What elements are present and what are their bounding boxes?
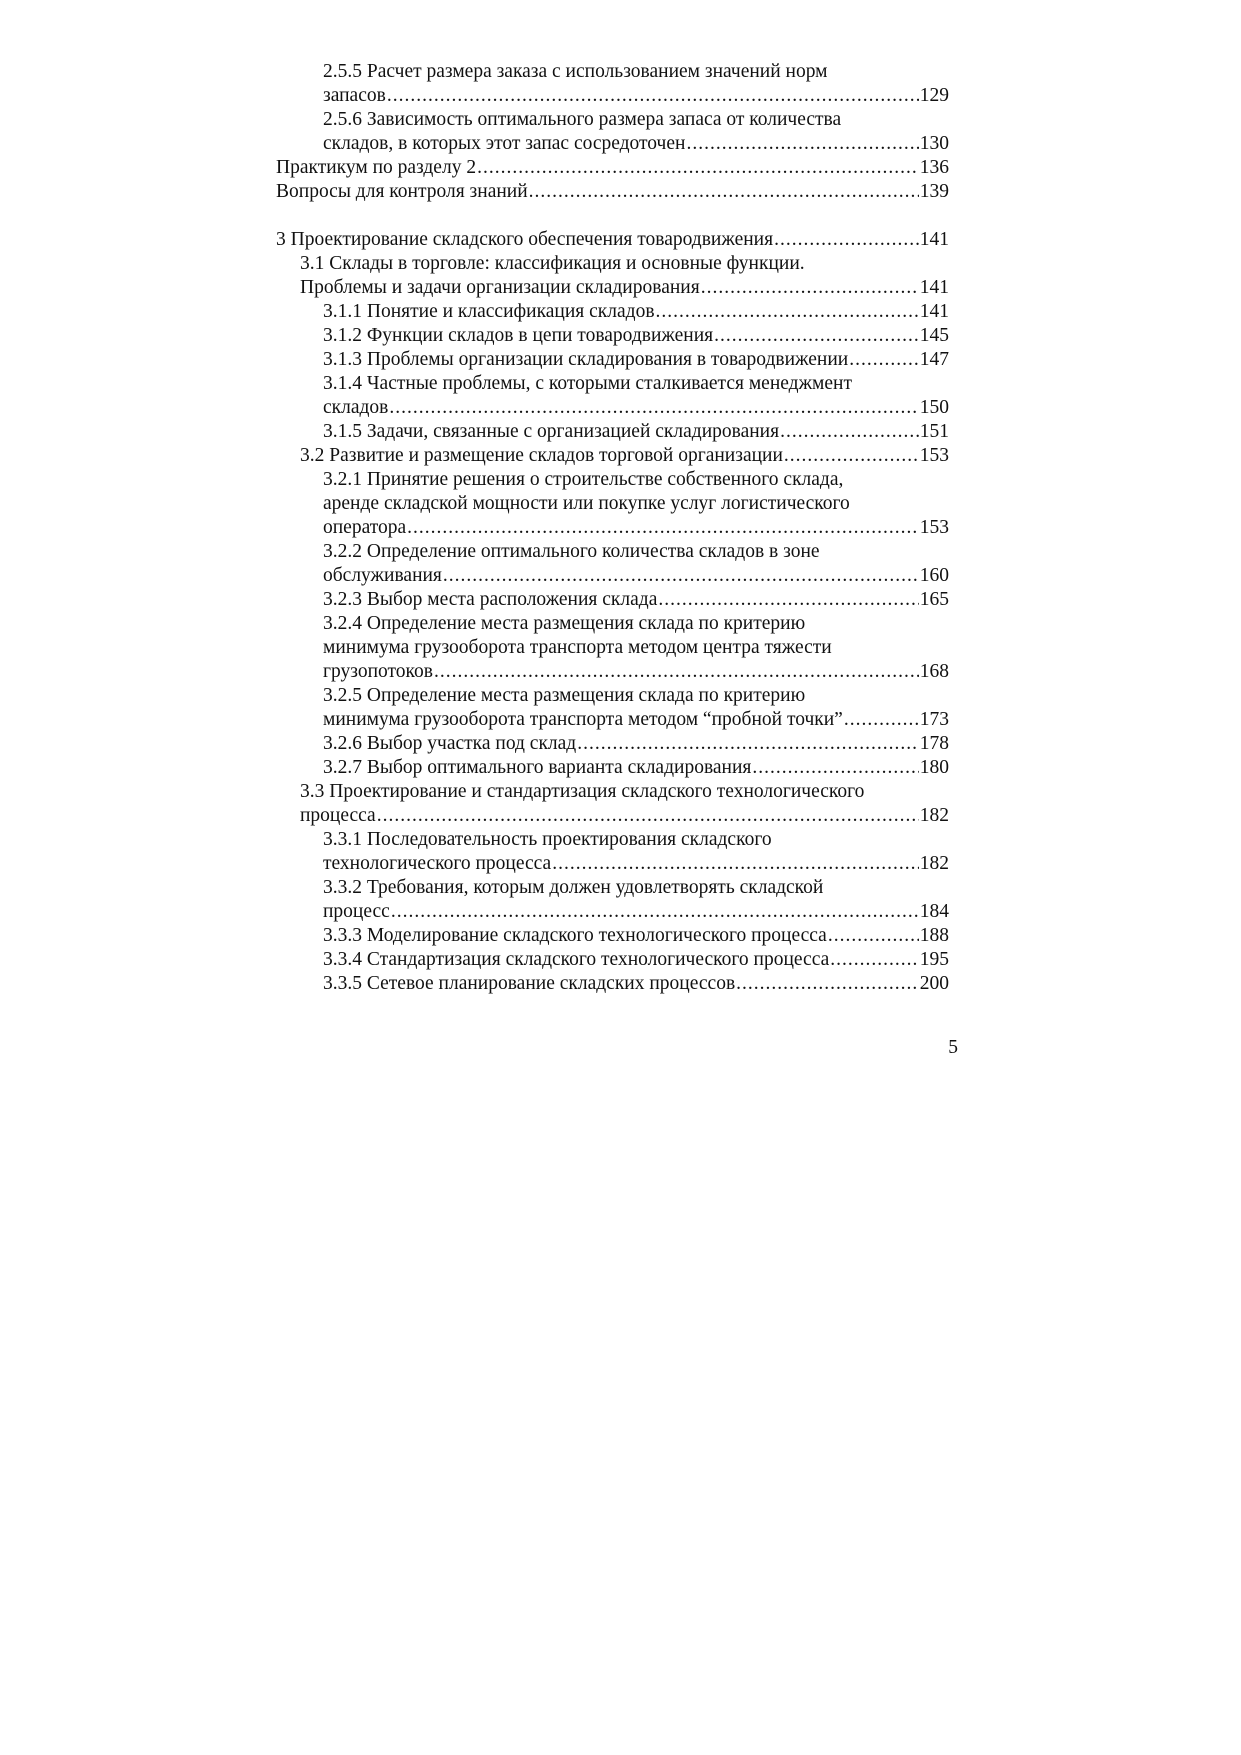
toc-entry-3-2-5-title: 3.2.5 Определение места размещения склада по критерию — [323, 685, 806, 706]
toc-line — [0, 852, 1241, 876]
toc-entry-title: 3.3.3 Моделирование складского технологического процесса — [323, 925, 827, 946]
toc-line — [0, 828, 1241, 852]
dot-leader — [658, 588, 918, 612]
toc-entry-3-1-2[interactable] — [323, 324, 949, 348]
toc-page-number: 200 — [919, 973, 949, 994]
toc-entry-3-2-6[interactable] — [323, 732, 949, 756]
toc-entry-3-2[interactable] — [300, 444, 949, 468]
toc-line — [0, 444, 1241, 468]
toc-entry-questions[interactable] — [276, 180, 949, 204]
toc-line — [0, 756, 1241, 780]
toc-line — [0, 492, 1241, 516]
toc-line — [0, 660, 1241, 684]
dot-leader — [391, 900, 919, 924]
toc-page-number: 141 — [919, 229, 949, 250]
toc-line — [0, 708, 1241, 732]
toc-line — [0, 468, 1241, 492]
toc-line — [0, 60, 1241, 84]
toc-entry-3-2-5-title-cont: минимума грузооборота транспорта методом “пробной точки” — [323, 709, 843, 730]
toc-entry-3-2-4-title: 3.2.4 Определение места размещения склада по критерию — [323, 613, 806, 634]
toc-line — [0, 588, 1241, 612]
toc-entry-title: 3.1.3 Проблемы организации складирования в товародвижении — [323, 349, 849, 370]
toc-entry-3-3-4[interactable] — [323, 948, 949, 972]
toc-line — [0, 948, 1241, 972]
toc-entry-2-5-6[interactable] — [323, 132, 949, 156]
toc-entry-3-2-1-title-end: оператора — [323, 517, 407, 538]
toc-entry-title: 3.2 Развитие и размещение складов торговой организации — [300, 445, 783, 466]
toc-line — [0, 348, 1241, 372]
toc-entry-3-1-4-title: 3.1.4 Частные проблемы, с которыми сталкивается менеджмент — [323, 373, 852, 394]
dot-leader — [844, 708, 919, 732]
toc-page-number: 180 — [919, 757, 949, 778]
toc-page-number: 139 — [919, 181, 949, 202]
dot-leader — [686, 132, 918, 156]
toc-line — [0, 84, 1241, 108]
toc-line — [0, 540, 1241, 564]
toc-entry-title: 3.2.6 Выбор участка под склад — [323, 733, 577, 754]
toc-entry-title: 3.2.7 Выбор оптимального варианта складирования — [323, 757, 752, 778]
toc-entry-3-1-1[interactable] — [323, 300, 949, 324]
toc-page-number: 153 — [919, 445, 949, 466]
toc-entry-title: 3.3.4 Стандартизация складского технологического процесса — [323, 949, 830, 970]
toc-entry-title: 3.1.1 Понятие и классификация складов — [323, 301, 655, 322]
toc-entry-2-5-5-title-cont: запасов — [323, 85, 386, 106]
toc-page-number: 153 — [919, 517, 949, 538]
toc-entry-2-5-5[interactable] — [323, 84, 949, 108]
toc-entry-3-3-1[interactable] — [323, 852, 949, 876]
toc-entry-3-2-5[interactable] — [323, 708, 949, 732]
toc-line — [0, 132, 1241, 156]
toc-page-number: 173 — [919, 709, 949, 730]
toc-line — [0, 108, 1241, 132]
toc-line — [0, 180, 1241, 204]
toc-page-number: 168 — [919, 661, 949, 682]
toc-entry-3-2-4-title-cont: минимума грузооборота транспорта методом центра тяжести — [323, 637, 832, 658]
toc-line — [0, 636, 1241, 660]
toc-entry-3-1-5[interactable] — [323, 420, 949, 444]
toc-entry-3-3-title-cont: процесса — [300, 805, 376, 826]
toc-page-number: 165 — [919, 589, 949, 610]
toc-line — [0, 900, 1241, 924]
toc-entry-3-1-4[interactable] — [323, 396, 949, 420]
toc-line — [0, 876, 1241, 900]
toc-page-number: 160 — [919, 565, 949, 586]
toc-page-number: 130 — [919, 133, 949, 154]
toc-page-number: 188 — [919, 925, 949, 946]
toc-entry-3-3-title: 3.3 Проектирование и стандартизация складского технологического — [300, 781, 865, 802]
toc-entry-3-2-1-title-cont: аренде складской мощности или покупке услуг логистического — [323, 493, 850, 514]
toc-entry-3-1-title-cont: Проблемы и задачи организации складирования — [300, 277, 700, 298]
toc-line — [0, 372, 1241, 396]
toc-entry-3-2-1-title: 3.2.1 Принятие решения о строительстве собственного склада, — [323, 469, 844, 490]
toc-entry-3-3-5[interactable] — [323, 972, 949, 996]
page-number: 5 — [948, 1037, 958, 1058]
toc-entry-2-5-6-title-cont: складов, в которых этот запас сосредоточен — [323, 133, 686, 154]
toc-line — [0, 612, 1241, 636]
toc-page-number: 151 — [919, 421, 949, 442]
toc-entry-3-2-3[interactable] — [323, 588, 949, 612]
dot-leader — [529, 180, 919, 204]
toc-page-number: 141 — [919, 301, 949, 322]
dot-leader — [407, 516, 919, 540]
dot-leader — [714, 324, 919, 348]
dot-leader — [577, 732, 919, 756]
toc-line — [0, 324, 1241, 348]
toc-entry-3-3-2[interactable] — [323, 900, 949, 924]
toc-entry-title: 3.3.5 Сетевое планирование складских процессов — [323, 973, 736, 994]
toc-entry-3-2-2-title-cont: обслуживания — [323, 565, 442, 586]
toc-entry-title: Вопросы для контроля знаний — [276, 181, 528, 202]
dot-leader — [784, 444, 919, 468]
toc-entry-3-1[interactable] — [300, 276, 949, 300]
toc-entry-title: 3 Проектирование складского обеспечения товародвижения — [276, 229, 774, 250]
toc-line — [0, 516, 1241, 540]
spacer — [0, 204, 1241, 228]
toc-entry-3-2-4-title-end: грузопотоков — [323, 661, 433, 682]
toc-line — [0, 732, 1241, 756]
toc-line — [0, 396, 1241, 420]
toc-entry-3-3-2-title: 3.3.2 Требования, которым должен удовлетворять складской — [323, 877, 824, 898]
toc-page-number: 182 — [919, 853, 949, 874]
dot-leader — [477, 156, 919, 180]
toc-entry-3-2-1[interactable] — [323, 516, 949, 540]
toc-entry-practicum[interactable] — [276, 156, 949, 180]
toc-entry-3-3[interactable] — [300, 804, 949, 828]
toc-line — [0, 420, 1241, 444]
toc-page-number: 147 — [919, 349, 949, 370]
dot-leader — [443, 564, 919, 588]
toc-entry-2-5-6-title: 2.5.6 Зависимость оптимального размера запаса от количества — [323, 109, 842, 130]
toc-line — [0, 924, 1241, 948]
dot-leader — [389, 396, 918, 420]
toc-entry-3-2-4[interactable] — [323, 660, 949, 684]
toc-entry-title: 3.1.5 Задачи, связанные с организацией складирования — [323, 421, 780, 442]
toc-entry-3-1-3[interactable] — [323, 348, 949, 372]
toc-page-number: 145 — [919, 325, 949, 346]
dot-leader — [377, 804, 919, 828]
toc-line — [0, 684, 1241, 708]
toc-line — [0, 156, 1241, 180]
table-of-contents — [0, 60, 1241, 996]
toc-page-number: 129 — [919, 85, 949, 106]
toc-entry-3-3-2-title-cont: процесс — [323, 901, 390, 922]
toc-line — [0, 300, 1241, 324]
toc-page-number: 178 — [919, 733, 949, 754]
dot-leader — [752, 756, 918, 780]
toc-page-number: 184 — [919, 901, 949, 922]
toc-entry-title: 3.1.2 Функции складов в цепи товародвижения — [323, 325, 714, 346]
dot-leader — [656, 300, 919, 324]
toc-entry-3-3-1-title-cont: технологического процесса — [323, 853, 552, 874]
toc-page-number: 141 — [919, 277, 949, 298]
toc-entry-3-2-2-title: 3.2.2 Определение оптимального количества складов в зоне — [323, 541, 820, 562]
dot-leader — [434, 660, 919, 684]
toc-page-number: 150 — [919, 397, 949, 418]
dot-leader — [780, 420, 919, 444]
toc-entry-3-3-1-title: 3.3.1 Последовательность проектирования складского — [323, 829, 772, 850]
dot-leader — [830, 948, 919, 972]
toc-line — [0, 252, 1241, 276]
toc-line — [0, 804, 1241, 828]
dot-leader — [774, 228, 919, 252]
dot-leader — [387, 84, 919, 108]
toc-line — [0, 228, 1241, 252]
toc-line — [0, 564, 1241, 588]
toc-entry-title: Практикум по разделу 2 — [276, 157, 477, 178]
toc-entry-3-3-3[interactable] — [323, 924, 949, 948]
toc-entry-3-1-title: 3.1 Склады в торговле: классификация и основные функции. — [300, 253, 805, 274]
dot-leader — [552, 852, 919, 876]
dot-leader — [701, 276, 919, 300]
toc-line — [0, 276, 1241, 300]
toc-entry-3-2-2[interactable] — [323, 564, 949, 588]
dot-leader — [828, 924, 919, 948]
toc-page-number: 136 — [919, 157, 949, 178]
toc-page-number: 195 — [919, 949, 949, 970]
toc-entry-3-2-7[interactable] — [323, 756, 949, 780]
toc-line — [0, 972, 1241, 996]
toc-entry-chapter-3[interactable] — [276, 228, 949, 252]
toc-entry-2-5-5-title: 2.5.5 Расчет размера заказа с использованием значений норм — [323, 61, 828, 82]
toc-page-number: 182 — [919, 805, 949, 826]
toc-line — [0, 780, 1241, 804]
toc-entry-title: 3.2.3 Выбор места расположения склада — [323, 589, 658, 610]
dot-leader — [736, 972, 919, 996]
dot-leader — [849, 348, 919, 372]
toc-entry-3-1-4-title-cont: складов — [323, 397, 389, 418]
